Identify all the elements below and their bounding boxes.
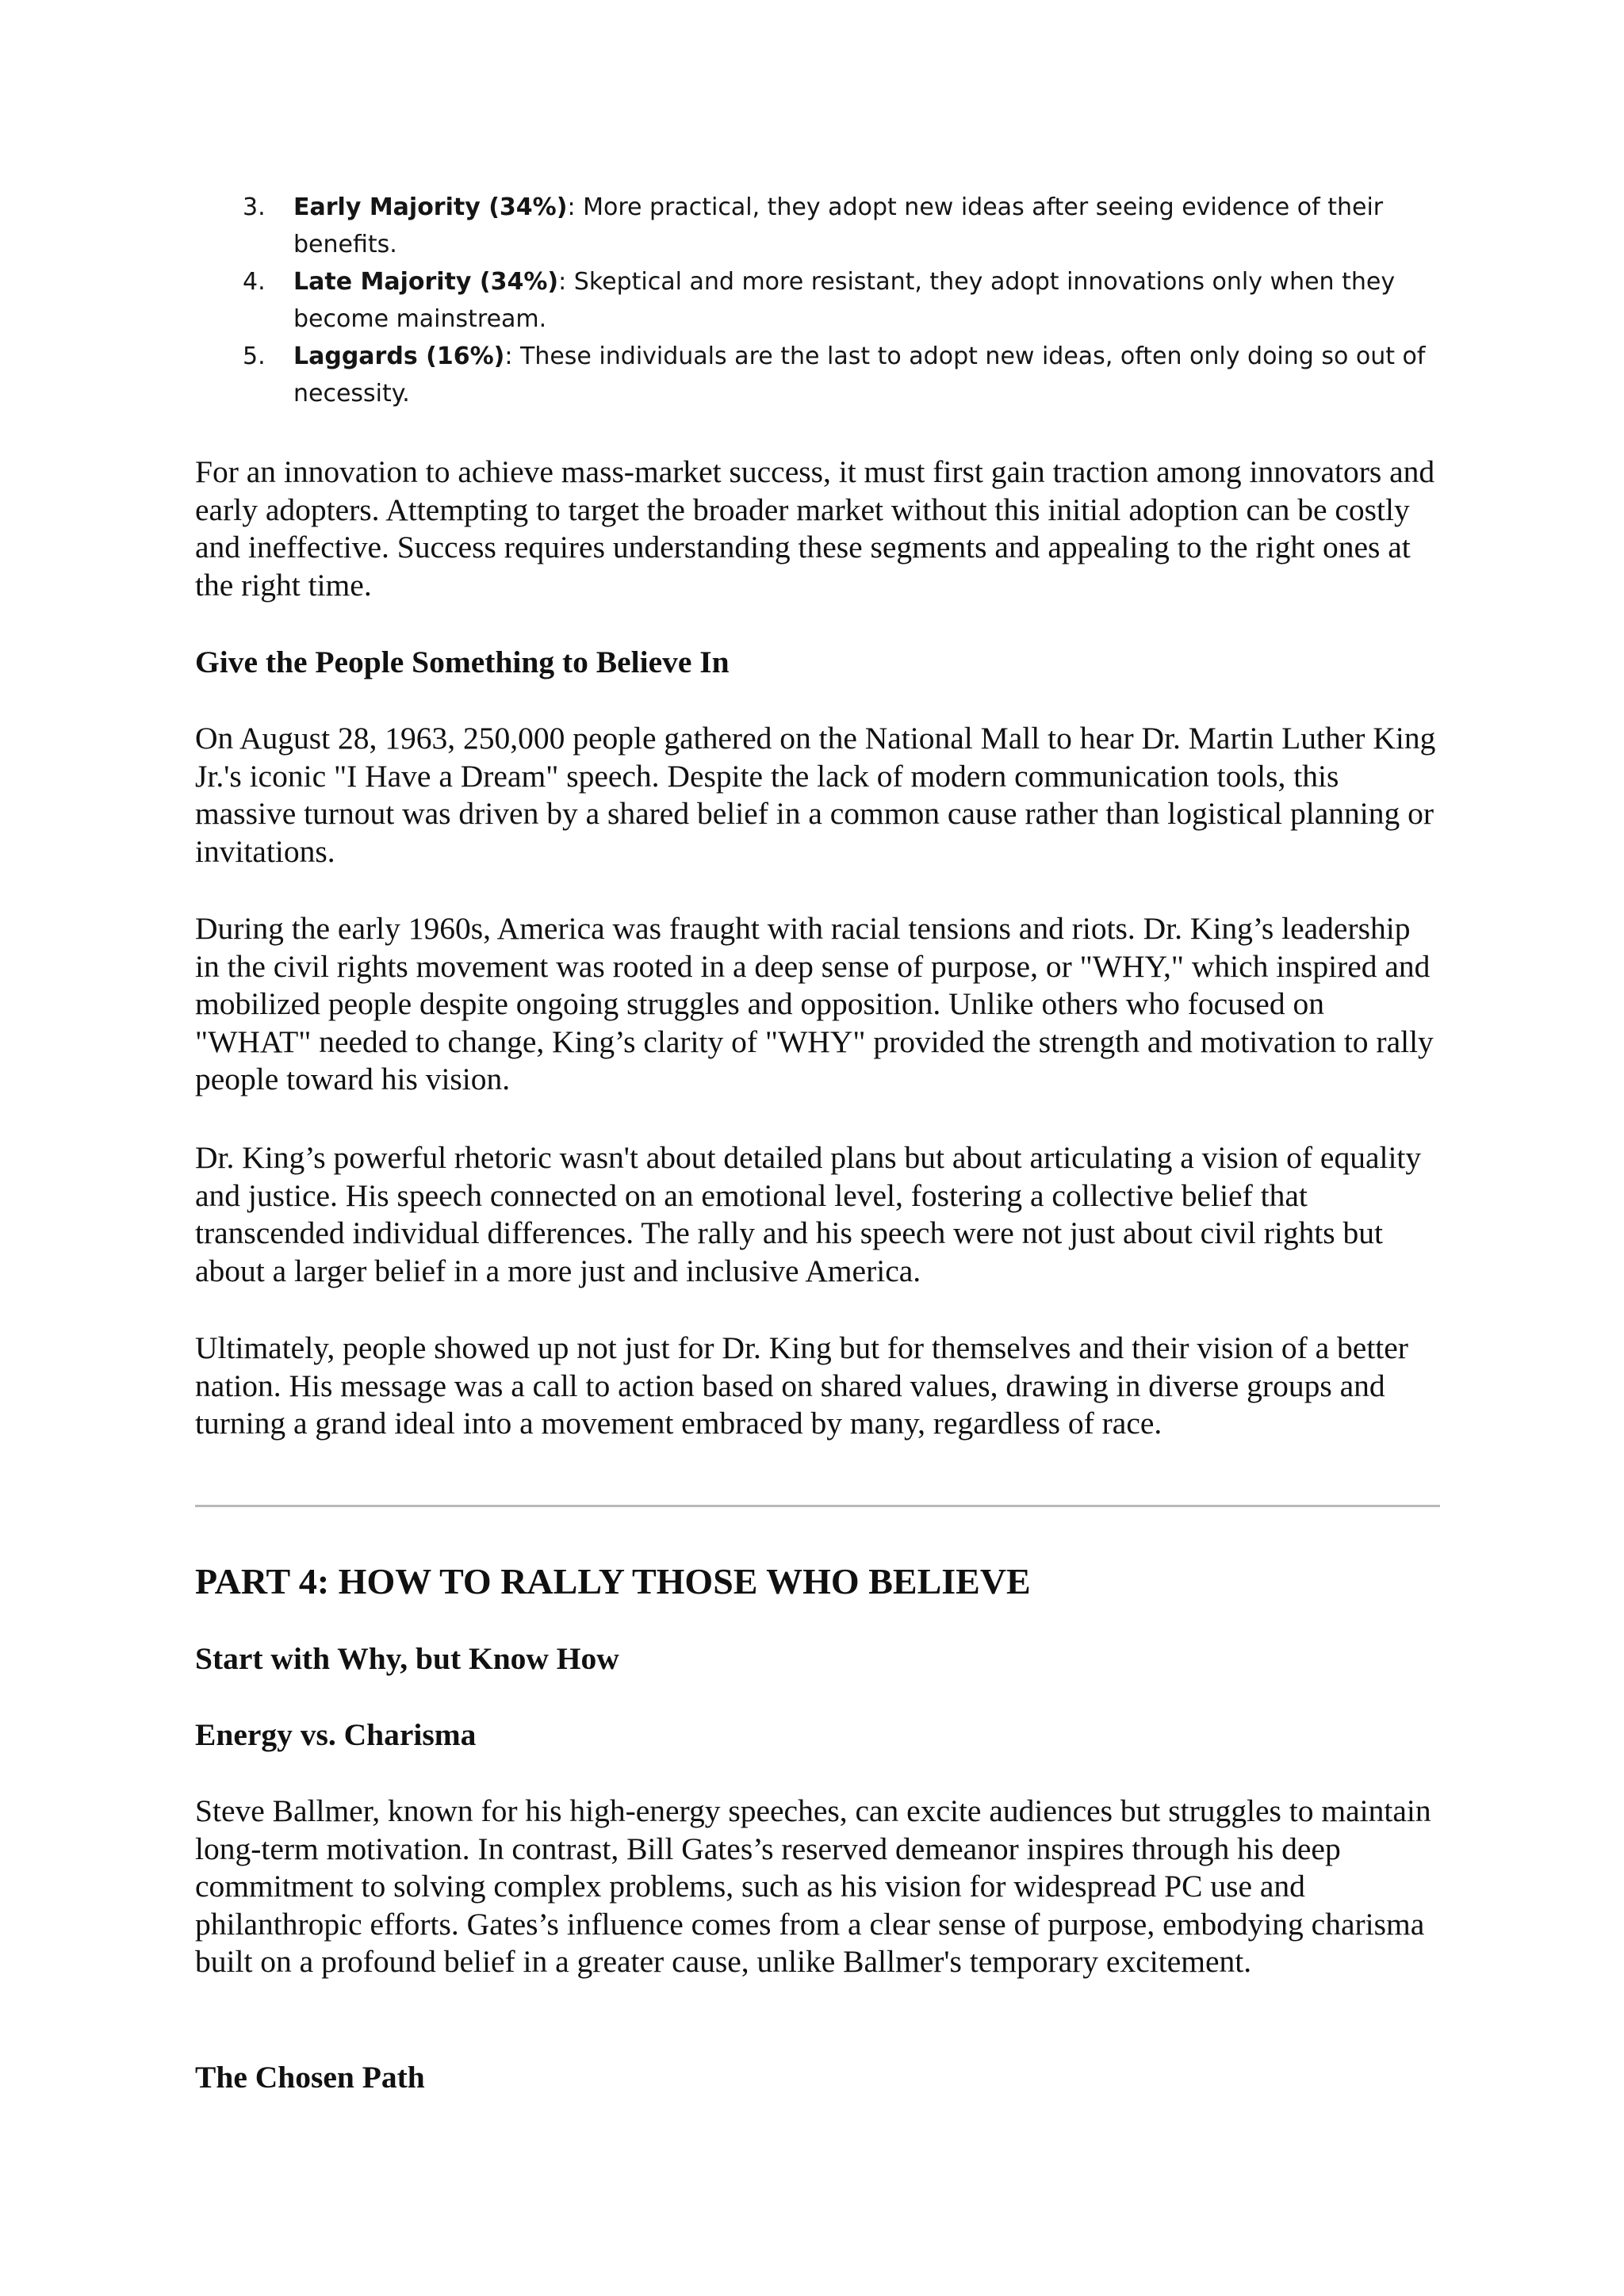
list-item-text: : These individuals are the last to adopt new ideas, often only doing so out of necessity. [293,342,1426,408]
list-item-term: Late Majority (34%) [293,268,559,296]
part-heading: PART 4: HOW TO RALLY THOSE WHO BELIEVE [195,1561,1031,1601]
paragraph-august: On August 28, 1963, 250,000 people gathered on the National Mall to hear Dr. Martin Luther King Jr.'s iconic "I Have a Dream" speech. Despite the lack of modern communication tools, this massive turnout was driven by a shared belief in a common cause rather than logistical planning or invitations. [195,721,1436,869]
list-item [195,263,1440,338]
list-item-term: Early Majority (34%) [293,193,568,221]
heading-start-why: Start with Why, but Know How [195,1641,619,1676]
list-item-number: 3. [243,193,266,221]
paragraph-1960s: During the early 1960s, America was fraught with racial tensions and riots. Dr. King’s leadership in the civil rights movement was rooted in a deep sense of purpose, or "WHY," which inspired and mobilized people despite ongoing struggles and opposition. Unlike others who focused on "WHAT" needed to change, King’s clarity of "WHY" provided the strength and motivation to rally people toward his vision. [195,911,1434,1096]
list-item-text: : Skeptical and more resistant, they adopt innovations only when they become mainstream. [293,268,1396,333]
paragraph-ballmer: Steve Ballmer, known for his high-energy speeches, can excite audiences but struggles to maintain long-term motivation. In contrast, Bill Gates’s reserved demeanor inspires through his deep commitment to solving complex problems, such as his vision for widespread PC use and philanthropic efforts. Gates’s influence comes from a clear sense of purpose, embodying charisma built on a profound belief in a greater cause, unlike Ballmer's temporary excitement. [195,1793,1431,1979]
heading-chosen-path: The Chosen Path [195,2060,425,2095]
paragraph-mass-market: For an innovation to achieve mass-market success, it must first gain traction among innovators and early adopters. Attempting to target the broader market without this initial adoption can be costly and ineffective. Success requires understanding these segments and appealing to the right ones at the right time. [195,454,1435,603]
list-item-text: : More practical, they adopt new ideas after seeing evidence of their benefits. [293,193,1384,258]
heading-believe: Give the People Something to Believe In [195,645,730,679]
list-item [195,189,1440,263]
list-item [195,338,1440,412]
list-item-number: 5. [243,342,266,370]
paragraph-ultimately: Ultimately, people showed up not just for Dr. King but for themselves and their vision of a better nation. His message was a call to action based on shared values, drawing in diverse groups and turning a grand ideal into a movement embraced by many, regardless of race. [195,1330,1408,1441]
paragraph-rhetoric: Dr. King’s powerful rhetoric wasn't about detailed plans but about articulating a vision of equality and justice. His speech connected on an emotional level, fostering a collective belief that transcended individual differences. The rally and his speech were not just about civil rights but about a larger belief in a more just and inclusive America. [195,1140,1422,1288]
list-item-term: Laggards (16%) [293,342,505,370]
list-item-number: 4. [243,268,266,296]
adopter-list [195,189,1440,412]
heading-energy: Energy vs. Charisma [195,1717,477,1752]
horizontal-divider [195,1505,1440,1507]
